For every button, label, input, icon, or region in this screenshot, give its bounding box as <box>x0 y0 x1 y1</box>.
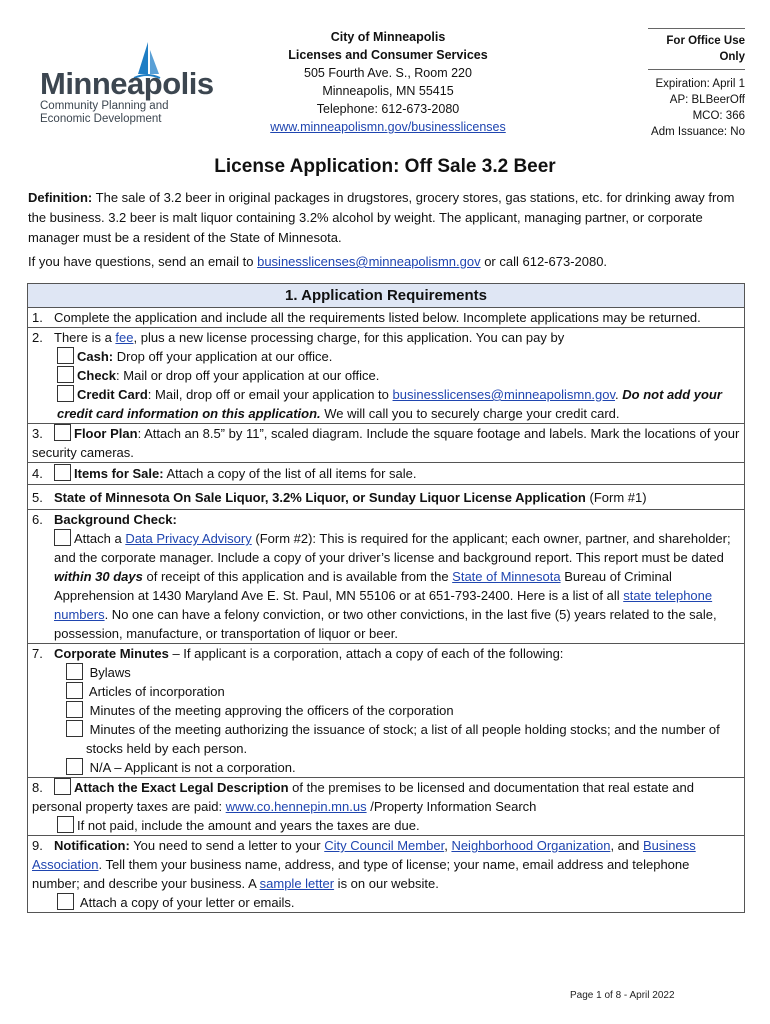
notification-letter-checkbox[interactable] <box>57 893 74 910</box>
items-for-sale-checkbox[interactable] <box>54 464 71 481</box>
neighborhood-organization-link[interactable]: Neighborhood Organization <box>451 838 611 853</box>
data-privacy-advisory-link[interactable]: Data Privacy Advisory <box>125 531 252 546</box>
requirement-row-3: 3. Floor Plan: Attach an 8.5” by 11”, scaled diagram. Include the square footage and labels. Mark the locations of your security cameras. <box>28 424 744 463</box>
requirement-row-8: 8. Attach the Exact Legal Description of the premises to be licensed and documentation that real estate and personal property taxes are paid: www.co.hennepin.mn.us /Property Information Search If not paid, include the amount and years the taxes are due. <box>28 778 744 836</box>
requirement-row-6: 6. Background Check: Attach a Data Privacy Advisory (Form #2): This is required for the applicant; each owner, partner, and shareholder; and the corporate manager. Include a copy of your driver’s license and background report. This report must be dated within 30 days of receipt of this application and is available from the State of Minnesota Bureau of Criminal Apprehension at 1430 Maryland Ave E. St. Paul, MN 55106 or at 651-793-2400. Here is a list of all state telephone numbers. No one can have a felony conviction, or two other convictions, in the last five (5) years related to the sale, possession, manufacture, or transportation of liquor or beer. <box>28 510 744 644</box>
background-check-checkbox[interactable] <box>54 529 71 546</box>
section-header: 1. Application Requirements <box>28 284 744 308</box>
requirement-row-9: 9. Notification: You need to send a letter to your City Council Member, Neighborhood Organization, and Business Association. Tell them your business name, address, and type of license; your name, email address and telephone number; and describe your business. A sample letter is on our website. Attach a copy of your letter or emails. <box>28 836 744 913</box>
credit-card-email-link[interactable]: businesslicenses@minneapolismn.gov <box>392 387 616 402</box>
page-footer: Page 1 of 8 - April 2022 <box>570 990 675 1001</box>
questions-line: If you have questions, send an email to businesslicenses@minneapolismn.gov or call 612-673-2080. <box>28 254 608 269</box>
check-checkbox[interactable] <box>57 366 74 383</box>
not-corporation-checkbox[interactable] <box>66 758 83 775</box>
requirements-table <box>27 283 745 913</box>
hennepin-link[interactable]: www.co.hennepin.mn.us <box>225 799 367 814</box>
articles-checkbox[interactable] <box>66 682 83 699</box>
definition-paragraph: Definition: The sale of 3.2 beer in original packages in drugstores, grocery stores, gas stations, etc. for drinking away from the business. 3.2 beer is malt liquor containing 3.2% alcohol by weight. The applicant, managing partner, or corporate manager must be a resident of the State of Minnesota. <box>28 190 735 245</box>
logo-wordmark: Minneapolis <box>40 66 214 101</box>
stock-minutes-checkbox[interactable] <box>66 720 83 737</box>
office-use-box: For Office Use Only Expiration: April 1 AP: BLBeerOff MCO: 366 Adm Issuance: No <box>648 28 745 140</box>
officers-minutes-checkbox[interactable] <box>66 701 83 718</box>
office-address-block: City of Minneapolis Licenses and Consumer Services 505 Fourth Ave. S., Room 220 Minneapolis, MN 55415 Telephone: 612-673-2080 www.minneapolismn.gov/businesslicenses <box>270 30 506 134</box>
taxes-not-paid-checkbox[interactable] <box>57 816 74 833</box>
fee-link[interactable]: fee <box>115 330 134 345</box>
floor-plan-checkbox[interactable] <box>54 424 71 441</box>
state-of-minnesota-link[interactable]: State of Minnesota <box>452 569 561 584</box>
legal-description-checkbox[interactable] <box>54 778 71 795</box>
city-council-member-link[interactable]: City Council Member <box>324 838 445 853</box>
page-title: License Application: Off Sale 3.2 Beer <box>214 156 556 177</box>
business-association-link[interactable]: Business Association <box>32 838 696 872</box>
requirement-row-4: 4. Items for Sale: Attach a copy of the list of all items for sale. <box>28 463 744 485</box>
bylaws-checkbox[interactable] <box>66 663 83 680</box>
sample-letter-link[interactable]: sample letter <box>259 876 335 891</box>
state-telephone-numbers-link[interactable]: state telephone numbers <box>54 588 713 622</box>
requirement-row-5: 5. State of Minnesota On Sale Liquor, 3.2% Liquor, or Sunday Liquor License Application (Form #1) <box>28 485 744 510</box>
logo-subtitle: Community Planning and Economic Development <box>40 100 169 125</box>
contact-email-link[interactable]: businesslicenses@minneapolismn.gov <box>257 254 481 269</box>
requirement-row-1: 1. Complete the application and include all the requirements listed below. Incomplete applications may be returned. <box>28 308 744 328</box>
requirement-row-7: 7. Corporate Minutes – If applicant is a corporation, attach a copy of each of the following: Bylaws Articles of incorporation Minutes of the meeting approving the officers of the corporation Minutes of the meeting authorizing the issuance of stock; a list of all people holding stocks; and the number of stocks held by each person. N/A – Applicant is not a corporation. <box>28 644 744 778</box>
requirement-row-2: 2. There is a fee, plus a new license processing charge, for this application. You can pay by Cash: Drop off your application at our office. Check: Mail or drop off your application at our office. Credit Card: Mail, drop off or email your application to businesslicenses@minneapolismn.gov. Do not add your credit card information on this application. We will call you to securely charge your credit card. <box>28 328 744 424</box>
credit-card-checkbox[interactable] <box>57 385 74 402</box>
website-link[interactable]: www.minneapolismn.gov/businesslicenses <box>270 120 506 134</box>
cash-checkbox[interactable] <box>57 347 74 364</box>
